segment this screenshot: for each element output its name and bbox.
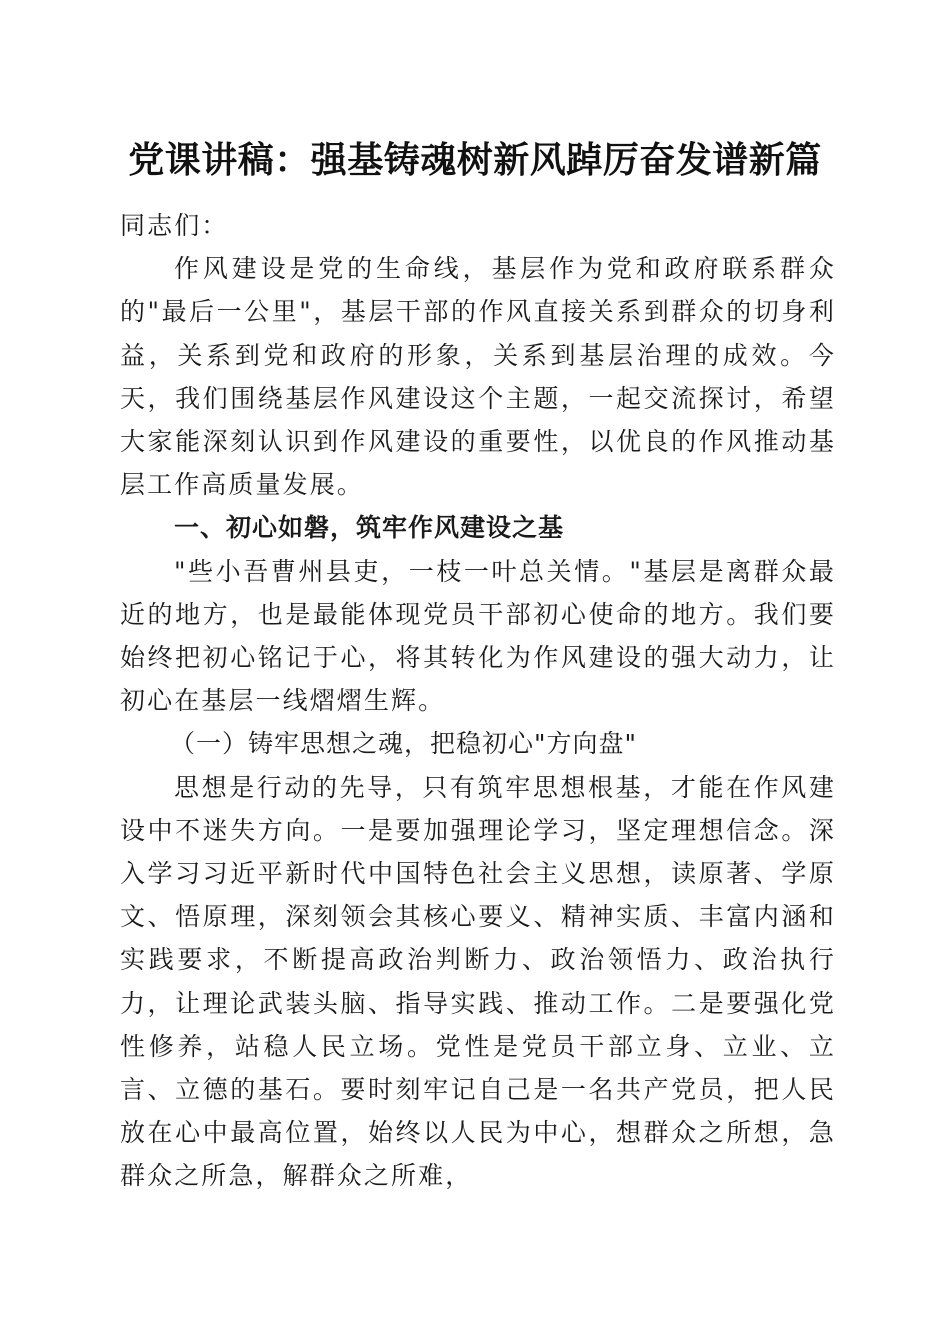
subsection-1-paragraph: 思想是行动的先导，只有筑牢思想根基，才能在作风建设中不迷失方向。一是要加强理论学习，坚定理想信念。深入学习习近平新时代中国特色社会主义思想，读原著、学原文、悟原理，深刻领会其核心要义、精神实质、丰富内涵和实践要求，不断提高政治判断力、政治领悟力、政治执行力，让理论武装头脑、指导实践、推动工作。二是要强化党性修养，站稳人民立场。党性是党员干部立身、立业、立言、立德的基石。要时刻牢记自己是一名共产党员，把人民放在心中最高位置，始终以人民为中心，想群众之所想，急群众之所急，解群众之所难，: [120, 772, 836, 1191]
subsection-heading-1: （一）铸牢思想之魂，把稳初心"方向盘": [170, 729, 637, 759]
section-1-paragraph: "些小吾曹州县吏，一枝一叶总关情。"基层是离群众最近的地方，也是最能体现党员干部初心使命的地方。我们要始终把初心铭记于心，将其转化为作风建设的强大动力，让初心在基层一线熠熠生辉。: [120, 556, 836, 716]
intro-paragraph: 作风建设是党的生命线，基层作为党和政府联系群众的"最后一公里"，基层干部的作风直接关系到群众的切身利益，关系到党和政府的形象，关系到基层治理的成效。今天，我们围绕基层作风建设这个主题，一起交流探讨，希望大家能深刻认识到作风建设的重要性，以优良的作风推动基层工作高质量发展。: [120, 254, 836, 500]
document-title: 党课讲稿：强基铸魂树新风踔厉奋发谱新篇: [128, 139, 822, 181]
salutation: 同志们：: [120, 211, 229, 240]
document-body: [120, 204, 836, 1198]
section-heading-1: 一、初心如磐，筑牢作风建设之基: [174, 513, 565, 543]
